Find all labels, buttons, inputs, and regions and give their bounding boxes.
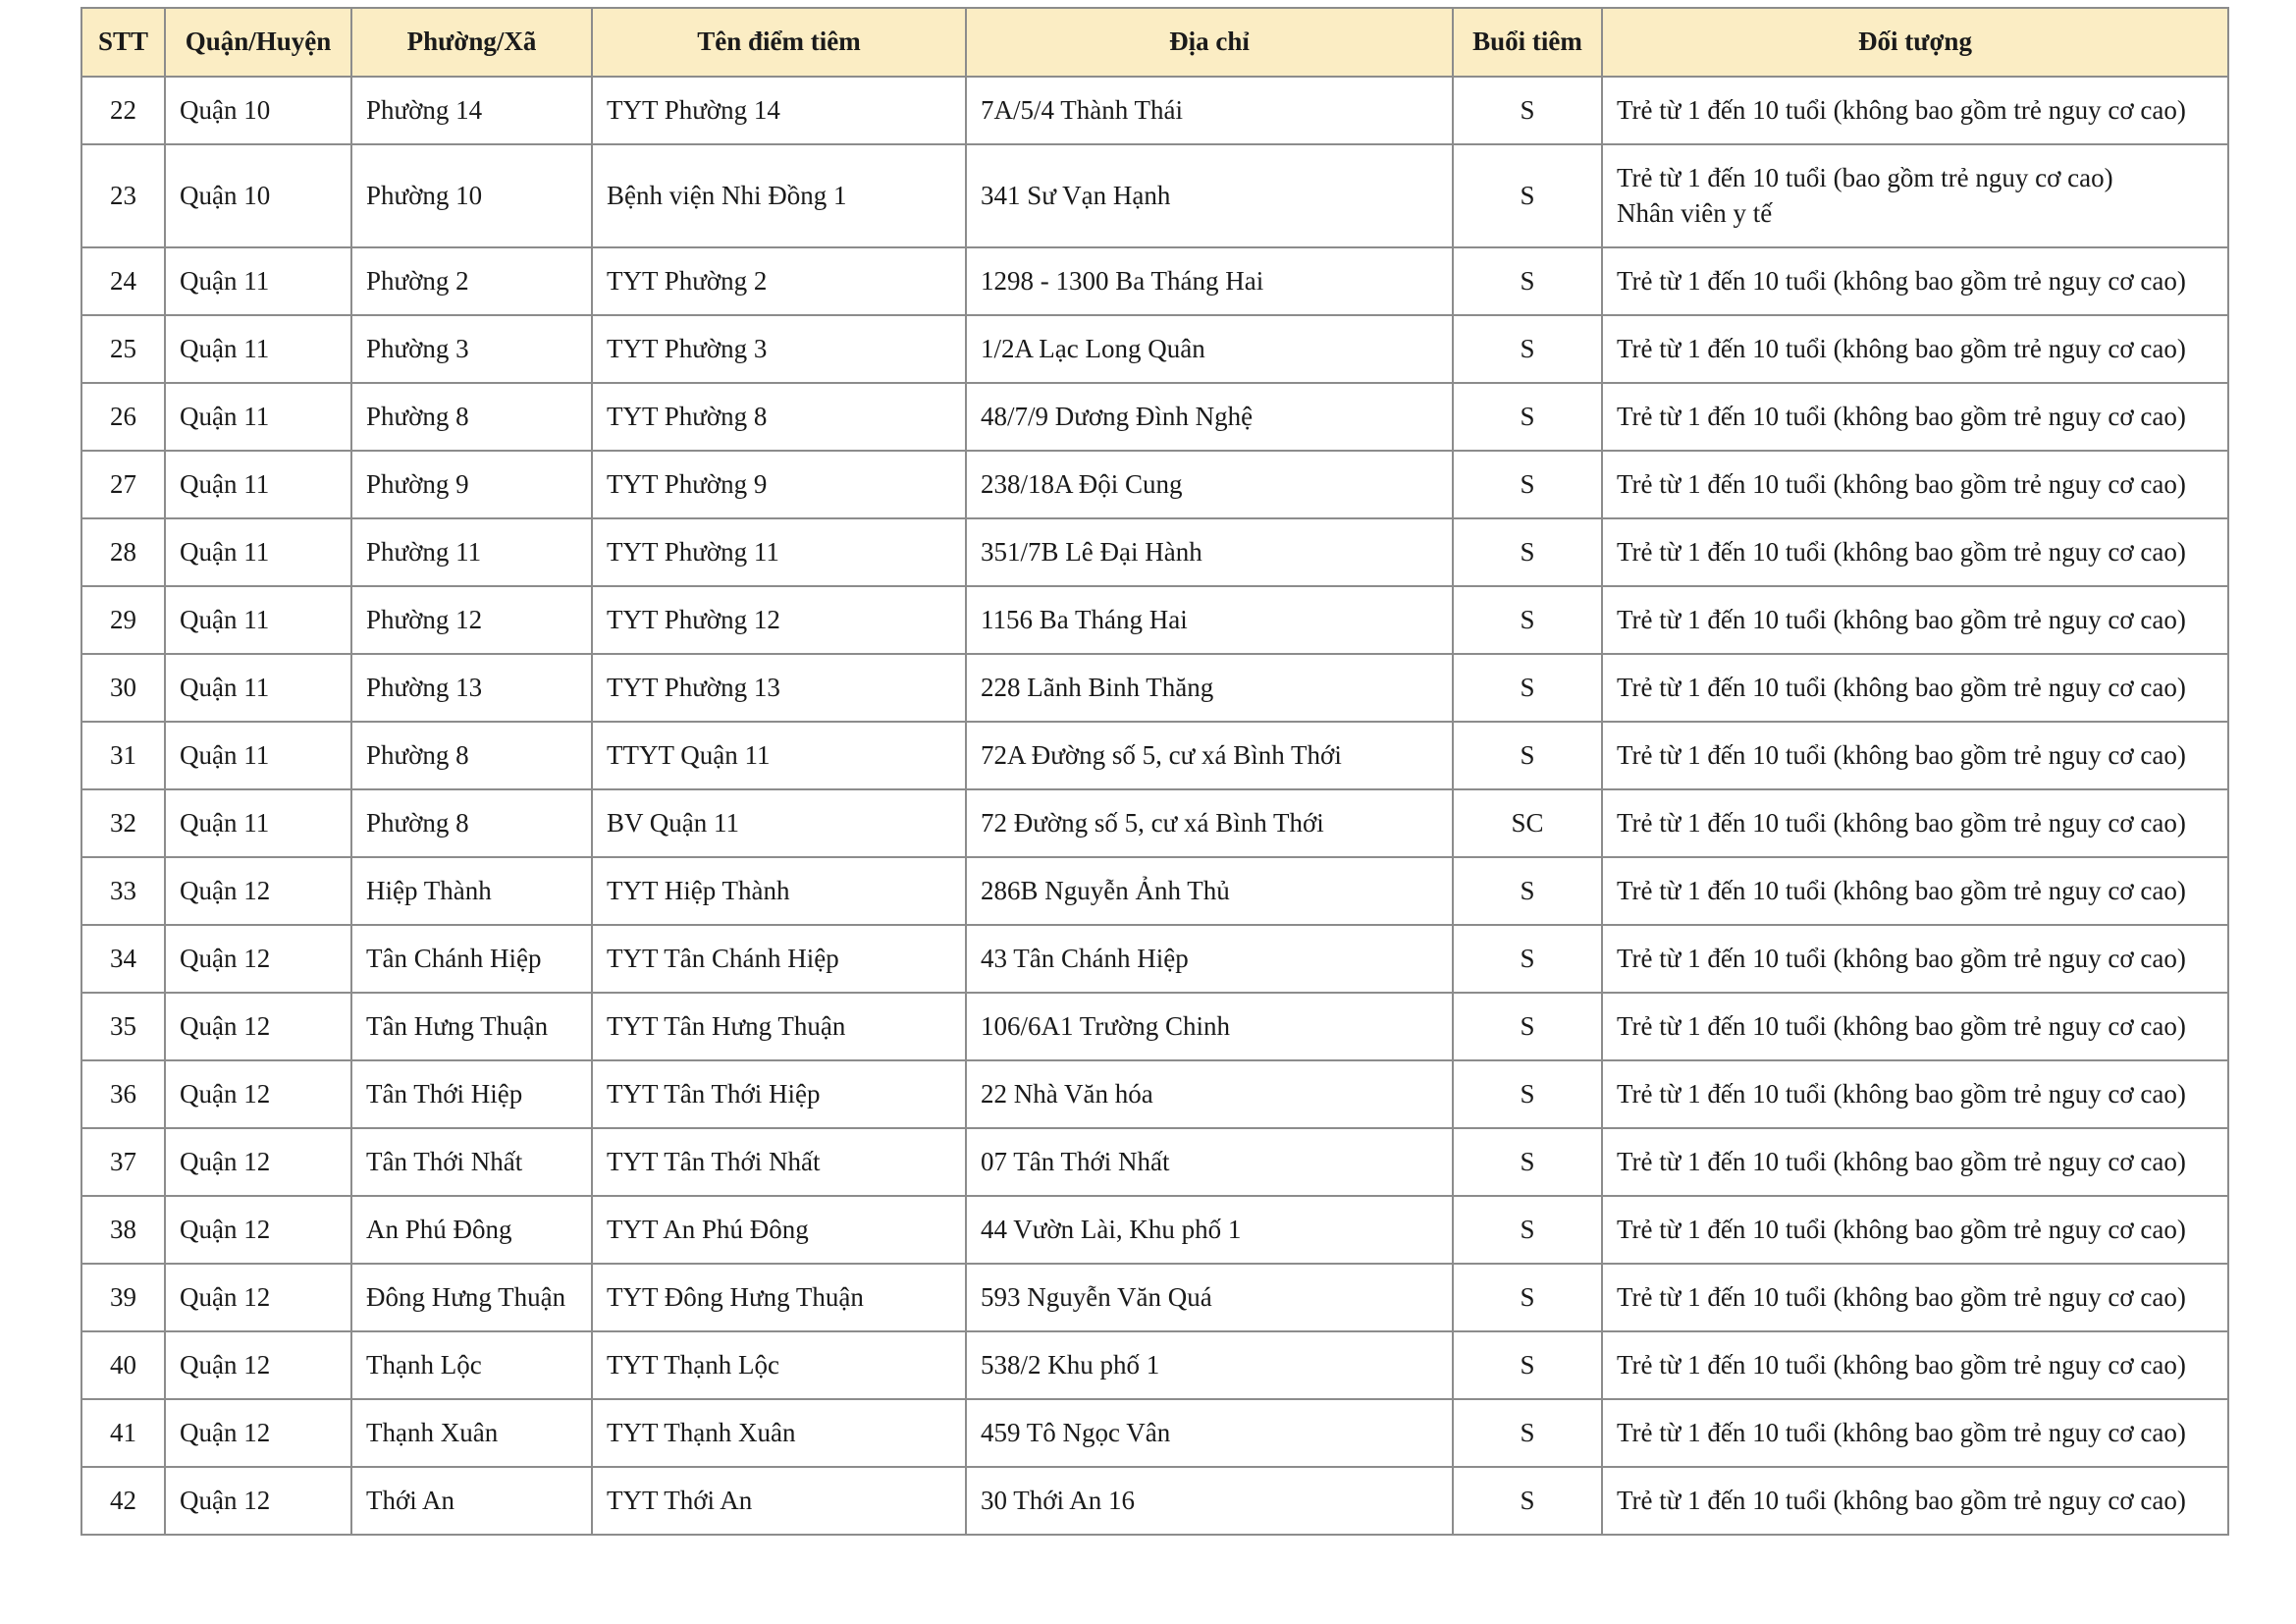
- cell-address: 30 Thới An 16: [966, 1467, 1453, 1535]
- target-line: Trẻ từ 1 đến 10 tuổi (không bao gồm trẻ nguy cơ cao): [1617, 536, 2186, 567]
- cell-target: [1602, 518, 2228, 586]
- header-session: Buổi tiêm: [1453, 8, 1602, 77]
- cell-target: [1602, 1128, 2228, 1196]
- target-line: Trẻ từ 1 đến 10 tuổi (không bao gồm trẻ nguy cơ cao): [1617, 333, 2186, 363]
- cell-target: [1602, 144, 2228, 247]
- cell-ward: Phường 11: [351, 518, 592, 586]
- cell-ward: An Phú Đông: [351, 1196, 592, 1264]
- cell-target: [1602, 383, 2228, 451]
- target-line: Trẻ từ 1 đến 10 tuổi (không bao gồm trẻ nguy cơ cao): [1617, 468, 2186, 499]
- table-row: [81, 1399, 2228, 1467]
- cell-site: TYT Phường 2: [592, 247, 966, 315]
- cell-address: 07 Tân Thới Nhất: [966, 1128, 1453, 1196]
- target-line: Trẻ từ 1 đến 10 tuổi (không bao gồm trẻ nguy cơ cao): [1617, 1281, 2186, 1312]
- cell-site: TYT Phường 13: [592, 654, 966, 722]
- cell-site: TTYT Quận 11: [592, 722, 966, 789]
- cell-site: TYT Thạnh Lộc: [592, 1331, 966, 1399]
- table-row: [81, 1264, 2228, 1331]
- cell-site: TYT Phường 11: [592, 518, 966, 586]
- cell-session: S: [1453, 247, 1602, 315]
- cell-address: 106/6A1 Trường Chinh: [966, 993, 1453, 1060]
- cell-address: 72A Đường số 5, cư xá Bình Thới: [966, 722, 1453, 789]
- cell-address: 7A/5/4 Thành Thái: [966, 77, 1453, 144]
- table-row: [81, 451, 2228, 518]
- header-district: Quận/Huyện: [165, 8, 351, 77]
- cell-site: TYT Thạnh Xuân: [592, 1399, 966, 1467]
- cell-ward: Tân Thới Nhất: [351, 1128, 592, 1196]
- table-row: [81, 383, 2228, 451]
- cell-address: 43 Tân Chánh Hiệp: [966, 925, 1453, 993]
- cell-site: TYT Đông Hưng Thuận: [592, 1264, 966, 1331]
- cell-district: Quận 12: [165, 1467, 351, 1535]
- target-line: Nhân viên y tế: [1617, 197, 1773, 228]
- cell-target: [1602, 789, 2228, 857]
- cell-stt: 31: [81, 722, 165, 789]
- cell-ward: Phường 10: [351, 144, 592, 247]
- cell-district: Quận 12: [165, 857, 351, 925]
- cell-district: Quận 12: [165, 993, 351, 1060]
- cell-ward: Hiệp Thành: [351, 857, 592, 925]
- cell-target: [1602, 1331, 2228, 1399]
- cell-address: 459 Tô Ngọc Vân: [966, 1399, 1453, 1467]
- cell-stt: 29: [81, 586, 165, 654]
- cell-stt: 33: [81, 857, 165, 925]
- table-row: [81, 315, 2228, 383]
- cell-district: Quận 12: [165, 1128, 351, 1196]
- cell-stt: 40: [81, 1331, 165, 1399]
- cell-ward: Phường 3: [351, 315, 592, 383]
- table-row: [81, 1467, 2228, 1535]
- cell-stt: 35: [81, 993, 165, 1060]
- cell-address: 238/18A Đội Cung: [966, 451, 1453, 518]
- cell-session: S: [1453, 654, 1602, 722]
- cell-stt: 22: [81, 77, 165, 144]
- target-line: Trẻ từ 1 đến 10 tuổi (không bao gồm trẻ nguy cơ cao): [1617, 739, 2186, 770]
- cell-session: S: [1453, 1128, 1602, 1196]
- cell-ward: Phường 2: [351, 247, 592, 315]
- cell-session: S: [1453, 144, 1602, 247]
- target-line: Trẻ từ 1 đến 10 tuổi (không bao gồm trẻ nguy cơ cao): [1617, 1417, 2186, 1447]
- table-row: [81, 586, 2228, 654]
- cell-stt: 34: [81, 925, 165, 993]
- cell-site: TYT Tân Hưng Thuận: [592, 993, 966, 1060]
- table-header: [81, 8, 2228, 77]
- cell-session: S: [1453, 518, 1602, 586]
- target-line: Trẻ từ 1 đến 10 tuổi (không bao gồm trẻ nguy cơ cao): [1617, 672, 2186, 702]
- cell-ward: Thạnh Lộc: [351, 1331, 592, 1399]
- cell-session: S: [1453, 993, 1602, 1060]
- cell-ward: Thạnh Xuân: [351, 1399, 592, 1467]
- cell-target: [1602, 1060, 2228, 1128]
- cell-district: Quận 12: [165, 1264, 351, 1331]
- cell-session: S: [1453, 315, 1602, 383]
- cell-target: [1602, 722, 2228, 789]
- target-line: Trẻ từ 1 đến 10 tuổi (không bao gồm trẻ nguy cơ cao): [1617, 265, 2186, 296]
- cell-site: TYT Phường 3: [592, 315, 966, 383]
- target-line: Trẻ từ 1 đến 10 tuổi (không bao gồm trẻ nguy cơ cao): [1617, 807, 2186, 838]
- cell-stt: 25: [81, 315, 165, 383]
- cell-district: Quận 11: [165, 451, 351, 518]
- cell-site: BV Quận 11: [592, 789, 966, 857]
- target-line: Trẻ từ 1 đến 10 tuổi (không bao gồm trẻ nguy cơ cao): [1617, 1146, 2186, 1176]
- cell-session: S: [1453, 1060, 1602, 1128]
- cell-site: TYT Phường 12: [592, 586, 966, 654]
- table-row: [81, 925, 2228, 993]
- cell-session: S: [1453, 722, 1602, 789]
- cell-district: Quận 11: [165, 247, 351, 315]
- header-row: [81, 8, 2228, 77]
- cell-target: [1602, 925, 2228, 993]
- cell-stt: 24: [81, 247, 165, 315]
- cell-stt: 39: [81, 1264, 165, 1331]
- cell-session: S: [1453, 1467, 1602, 1535]
- cell-stt: 26: [81, 383, 165, 451]
- cell-site: TYT Phường 9: [592, 451, 966, 518]
- cell-target: [1602, 315, 2228, 383]
- target-line: Trẻ từ 1 đến 10 tuổi (không bao gồm trẻ nguy cơ cao): [1617, 1214, 2186, 1244]
- cell-ward: Phường 8: [351, 722, 592, 789]
- table-row: [81, 993, 2228, 1060]
- cell-target: [1602, 1467, 2228, 1535]
- cell-session: S: [1453, 925, 1602, 993]
- cell-address: 1/2A Lạc Long Quân: [966, 315, 1453, 383]
- target-line: Trẻ từ 1 đến 10 tuổi (không bao gồm trẻ nguy cơ cao): [1617, 1010, 2186, 1041]
- cell-stt: 28: [81, 518, 165, 586]
- cell-stt: 36: [81, 1060, 165, 1128]
- cell-district: Quận 11: [165, 586, 351, 654]
- cell-stt: 42: [81, 1467, 165, 1535]
- cell-address: 44 Vườn Lài, Khu phố 1: [966, 1196, 1453, 1264]
- cell-target: [1602, 77, 2228, 144]
- cell-ward: Phường 8: [351, 383, 592, 451]
- header-ward: Phường/Xã: [351, 8, 592, 77]
- cell-address: 228 Lãnh Binh Thăng: [966, 654, 1453, 722]
- target-line: Trẻ từ 1 đến 10 tuổi (không bao gồm trẻ nguy cơ cao): [1617, 1078, 2186, 1109]
- cell-site: TYT Tân Chánh Hiệp: [592, 925, 966, 993]
- cell-ward: Phường 14: [351, 77, 592, 144]
- cell-address: 593 Nguyễn Văn Quá: [966, 1264, 1453, 1331]
- cell-ward: Thới An: [351, 1467, 592, 1535]
- cell-address: 351/7B Lê Đại Hành: [966, 518, 1453, 586]
- cell-ward: Phường 13: [351, 654, 592, 722]
- cell-site: Bệnh viện Nhi Đồng 1: [592, 144, 966, 247]
- cell-address: 341 Sư Vạn Hạnh: [966, 144, 1453, 247]
- cell-target: [1602, 1264, 2228, 1331]
- table-row: [81, 654, 2228, 722]
- header-site: Tên điểm tiêm: [592, 8, 966, 77]
- cell-session: S: [1453, 383, 1602, 451]
- cell-session: S: [1453, 1399, 1602, 1467]
- cell-district: Quận 12: [165, 925, 351, 993]
- cell-district: Quận 12: [165, 1196, 351, 1264]
- cell-site: TYT Tân Thới Nhất: [592, 1128, 966, 1196]
- cell-district: Quận 10: [165, 144, 351, 247]
- cell-site: TYT Phường 14: [592, 77, 966, 144]
- cell-stt: 37: [81, 1128, 165, 1196]
- cell-site: TYT An Phú Đông: [592, 1196, 966, 1264]
- cell-stt: 38: [81, 1196, 165, 1264]
- cell-ward: Phường 9: [351, 451, 592, 518]
- target-line: Trẻ từ 1 đến 10 tuổi (bao gồm trẻ nguy cơ cao): [1617, 163, 2113, 193]
- target-line: Trẻ từ 1 đến 10 tuổi (không bao gồm trẻ nguy cơ cao): [1617, 1349, 2186, 1380]
- cell-ward: Tân Hưng Thuận: [351, 993, 592, 1060]
- table-row: [81, 77, 2228, 144]
- cell-session: S: [1453, 857, 1602, 925]
- cell-district: Quận 12: [165, 1399, 351, 1467]
- target-line: Trẻ từ 1 đến 10 tuổi (không bao gồm trẻ nguy cơ cao): [1617, 401, 2186, 431]
- table-row: [81, 857, 2228, 925]
- header-target: Đối tượng: [1602, 8, 2228, 77]
- cell-ward: Phường 8: [351, 789, 592, 857]
- cell-target: [1602, 247, 2228, 315]
- cell-target: [1602, 993, 2228, 1060]
- table-row: [81, 1196, 2228, 1264]
- cell-target: [1602, 451, 2228, 518]
- cell-session: SC: [1453, 789, 1602, 857]
- table-row: [81, 1128, 2228, 1196]
- cell-session: S: [1453, 1264, 1602, 1331]
- header-address: Địa chỉ: [966, 8, 1453, 77]
- table-row: [81, 247, 2228, 315]
- cell-ward: Tân Chánh Hiệp: [351, 925, 592, 993]
- target-line: Trẻ từ 1 đến 10 tuổi (không bao gồm trẻ nguy cơ cao): [1617, 94, 2186, 125]
- cell-target: [1602, 654, 2228, 722]
- cell-district: Quận 11: [165, 315, 351, 383]
- cell-ward: Đông Hưng Thuận: [351, 1264, 592, 1331]
- table-row: [81, 518, 2228, 586]
- cell-stt: 30: [81, 654, 165, 722]
- cell-site: TYT Phường 8: [592, 383, 966, 451]
- table-row: [81, 789, 2228, 857]
- cell-stt: 41: [81, 1399, 165, 1467]
- cell-district: Quận 12: [165, 1331, 351, 1399]
- cell-address: 286B Nguyễn Ảnh Thủ: [966, 857, 1453, 925]
- cell-session: S: [1453, 77, 1602, 144]
- table-row: [81, 144, 2228, 247]
- cell-stt: 27: [81, 451, 165, 518]
- cell-district: Quận 11: [165, 383, 351, 451]
- cell-session: S: [1453, 1196, 1602, 1264]
- table-row: [81, 1331, 2228, 1399]
- cell-address: 72 Đường số 5, cư xá Bình Thới: [966, 789, 1453, 857]
- cell-ward: Tân Thới Hiệp: [351, 1060, 592, 1128]
- cell-district: Quận 11: [165, 518, 351, 586]
- cell-session: S: [1453, 586, 1602, 654]
- cell-session: S: [1453, 1331, 1602, 1399]
- cell-site: TYT Hiệp Thành: [592, 857, 966, 925]
- cell-address: 538/2 Khu phố 1: [966, 1331, 1453, 1399]
- cell-district: Quận 12: [165, 1060, 351, 1128]
- cell-address: 22 Nhà Văn hóa: [966, 1060, 1453, 1128]
- table-body: [81, 77, 2228, 1535]
- cell-stt: 23: [81, 144, 165, 247]
- cell-session: S: [1453, 451, 1602, 518]
- cell-ward: Phường 12: [351, 586, 592, 654]
- cell-site: TYT Tân Thới Hiệp: [592, 1060, 966, 1128]
- cell-address: 48/7/9 Dương Đình Nghệ: [966, 383, 1453, 451]
- target-line: Trẻ từ 1 đến 10 tuổi (không bao gồm trẻ nguy cơ cao): [1617, 604, 2186, 634]
- vaccination-sites-table: [80, 7, 2229, 1536]
- cell-district: Quận 11: [165, 654, 351, 722]
- table-row: [81, 722, 2228, 789]
- cell-target: [1602, 586, 2228, 654]
- cell-district: Quận 11: [165, 722, 351, 789]
- cell-target: [1602, 857, 2228, 925]
- cell-stt: 32: [81, 789, 165, 857]
- table-row: [81, 1060, 2228, 1128]
- cell-district: Quận 10: [165, 77, 351, 144]
- target-line: Trẻ từ 1 đến 10 tuổi (không bao gồm trẻ nguy cơ cao): [1617, 943, 2186, 973]
- target-line: Trẻ từ 1 đến 10 tuổi (không bao gồm trẻ nguy cơ cao): [1617, 875, 2186, 905]
- cell-target: [1602, 1399, 2228, 1467]
- cell-district: Quận 11: [165, 789, 351, 857]
- cell-target: [1602, 1196, 2228, 1264]
- cell-site: TYT Thới An: [592, 1467, 966, 1535]
- cell-address: 1156 Ba Tháng Hai: [966, 586, 1453, 654]
- header-stt: STT: [81, 8, 165, 77]
- cell-address: 1298 - 1300 Ba Tháng Hai: [966, 247, 1453, 315]
- target-line: Trẻ từ 1 đến 10 tuổi (không bao gồm trẻ nguy cơ cao): [1617, 1485, 2186, 1515]
